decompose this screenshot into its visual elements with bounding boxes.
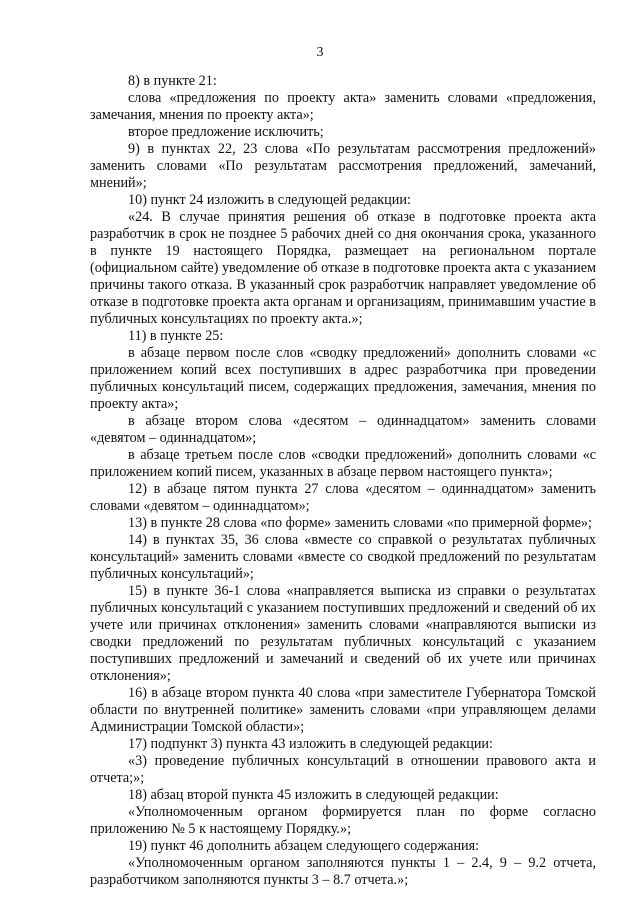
paragraph: «Уполномоченным органом формируется план по форме согласно приложению № 5 к настоящему Порядку.»; (90, 804, 596, 837)
paragraph: «3) проведение публичных консультаций в отношении правового акта и отчета;»; (90, 753, 596, 786)
paragraph: 9) в пунктах 22, 23 слова «По результатам рассмотрения предложений» заменить словами «По результатам рассмотрения предложений, замечаний, мнений»; (90, 141, 596, 191)
paragraph: 12) в абзаце пятом пункта 27 слова «десятом – одиннадцатом» заменить словами «девятом – одиннадцатом»; (90, 481, 596, 514)
paragraph: 17) подпункт 3) пункта 43 изложить в следующей редакции: (128, 736, 493, 752)
paragraph: 13) в пункте 28 слова «по форме» заменить словами «по примерной форме»; (128, 515, 592, 531)
paragraph: в абзаце втором слова «десятом – одиннадцатом» заменить словами «девятом – одиннадцатом»; (90, 413, 596, 446)
document-body (90, 73, 596, 889)
page-number: 3 (316, 45, 324, 60)
paragraph: слова «предложения по проекту акта» заменить словами «предложения, замечания, мнения по проекту акта»; (90, 90, 596, 123)
paragraph: «24. В случае принятия решения об отказе в подготовке проекта акта разработчик в срок не позднее 5 рабочих дней со дня окончания срока, указанного в пункте 19 настоящего Порядка, размещает на региональном портале (официальном сайте) уведомление об отказе в подготовке проекта акта с указанием причины такого отказа. В указанный срок разработчик направляет уведомление об отказе в подготовке проекта акта органам и организациям, принимавшим участие в публичных консультациях по проекту акта.»; (90, 209, 596, 327)
paragraph: 16) в абзаце втором пункта 40 слова «при заместителе Губернатора Томской области по внутренней политике» заменить словами «при управляющем делами Администрации Томской области»; (90, 685, 596, 735)
paragraph: 10) пункт 24 изложить в следующей редакции: (128, 192, 411, 208)
paragraph: 18) абзац второй пункта 45 изложить в следующей редакции: (128, 787, 499, 803)
paragraph: 8) в пункте 21: (128, 73, 217, 89)
paragraph: 11) в пункте 25: (128, 328, 224, 344)
paragraph: в абзаце первом после слов «сводку предложений» дополнить словами «с приложением копий всех поступивших в адрес разработчика при проведении публичных консультаций писем, содержащих предложения, замечания, мнения по проекту акта»; (90, 345, 596, 412)
paragraph: 19) пункт 46 дополнить абзацем следующего содержания: (128, 838, 480, 854)
paragraph: второе предложение исключить; (128, 124, 324, 140)
paragraph: 15) в пункте 36-1 слова «направляется выписка из справки о результатах публичных консультаций с указанием поступивших предложений и сведений об их учете или причинах отклонения» заменить словами «направляются выписки из сводки предложений по результатам публичных консультаций с указанием поступивших предложений и замечаний и сведений об их учете или причинах отклонения»; (90, 583, 596, 684)
paragraph: 14) в пунктах 35, 36 слова «вместе со справкой о результатах публичных консультаций» заменить словами «вместе со сводкой предложений по результатам публичных консультаций»; (90, 532, 596, 582)
paragraph: «Уполномоченным органом заполняются пункты 1 – 2.4, 9 – 9.2 отчета, разработчиком заполняются пункты 3 – 8.7 отчета.»; (90, 855, 596, 888)
paragraph: в абзаце третьем после слов «сводки предложений» дополнить словами «с приложением копий писем, указанных в абзаце первом настоящего пункта»; (90, 447, 596, 480)
